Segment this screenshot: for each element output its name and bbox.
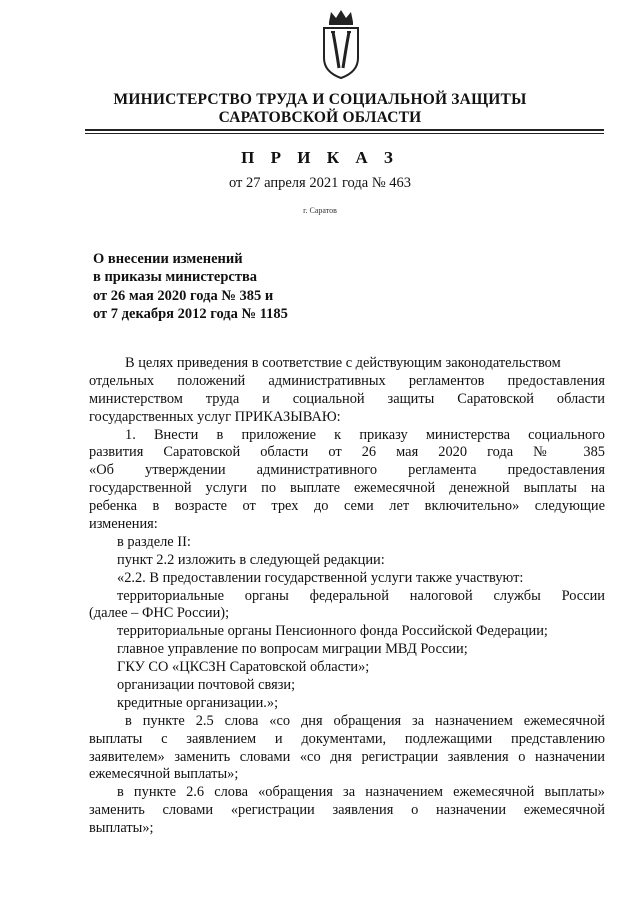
body-line: выплаты с заявлением и документами, подлежащими представлению <box>89 730 605 747</box>
body-line: ГКУ СО «ЦКСЗН Саратовской области»; <box>117 659 370 676</box>
order-body <box>89 355 605 838</box>
body-line: (далее – ФНС России); <box>89 605 230 622</box>
body-line: министерством труда и социальной защиты Саратовской области <box>89 390 605 407</box>
saratov-oblast-coat-of-arms-icon <box>319 8 363 80</box>
body-line: территориальные органы Пенсионного фонда Российской Федерации; <box>117 623 548 640</box>
order-date-number: от 27 апреля 2021 года № 463 <box>228 175 412 191</box>
ministry-name-line1: МИНИСТЕРСТВО ТРУДА И СОЦИАЛЬНОЙ ЗАЩИТЫ <box>113 91 527 108</box>
body-line: выплаты»; <box>89 820 154 837</box>
order-title: П Р И К А З <box>241 148 399 167</box>
ministry-name-line2: САРАТОВСКОЙ ОБЛАСТИ <box>218 109 422 126</box>
order-subject <box>93 250 393 323</box>
body-line: изменения: <box>89 516 158 533</box>
body-line: развития Саратовской области от 26 мая 2020 года № 385 <box>89 444 605 461</box>
body-line: главное управление по вопросам миграции МВД России; <box>117 641 468 658</box>
body-line: отдельных положений административных регламентов предоставления <box>89 372 605 389</box>
header-divider <box>85 129 604 131</box>
body-line: в пункте 2.5 слова «со дня обращения за назначением ежемесячной <box>125 712 605 729</box>
body-line: 1. Внести в приложение к приказу министерства социального <box>125 426 605 443</box>
subject-line: от 26 мая 2020 года № 385 и <box>93 287 274 304</box>
body-line: заявителем» заменить словами «со дня регистрации заявления о назначении <box>89 748 605 765</box>
body-line: заменить словами «регистрации заявления о назначении ежемесячной <box>89 802 605 819</box>
subject-line: О внесении изменений <box>93 251 243 267</box>
body-line: ежемесячной выплаты»; <box>89 766 239 783</box>
body-line: ребенка в возрасте от трех до семи лет включительно» следующие <box>89 498 605 515</box>
city-label: г. Саратов <box>303 206 337 215</box>
body-line: кредитные организации.»; <box>117 694 279 711</box>
body-line: в пункте 2.6 слова «обращения за назначением ежемесячной выплаты» <box>117 784 605 801</box>
body-line: территориальные органы федеральной налоговой службы России <box>117 587 605 604</box>
body-line: В целях приведения в соответствие с действующим законодательством <box>125 355 561 371</box>
header-divider-thin <box>85 133 604 134</box>
subject-line: от 7 декабря 2012 года № 1185 <box>93 305 288 322</box>
body-line: организации почтовой связи; <box>117 677 296 694</box>
body-line: «2.2. В предоставлении государственной услуги также участвуют: <box>117 569 524 586</box>
body-line: «Об утверждении административного регламента предоставления <box>89 462 605 479</box>
subject-line: в приказы министерства <box>93 269 258 286</box>
body-line: государственной услуги по выплате ежемесячной денежной выплаты на <box>89 480 605 497</box>
body-line: пункт 2.2 изложить в следующей редакции: <box>117 551 385 568</box>
body-line: в разделе II: <box>117 533 191 550</box>
body-line: государственных услуг ПРИКАЗЫВАЮ: <box>89 408 341 425</box>
